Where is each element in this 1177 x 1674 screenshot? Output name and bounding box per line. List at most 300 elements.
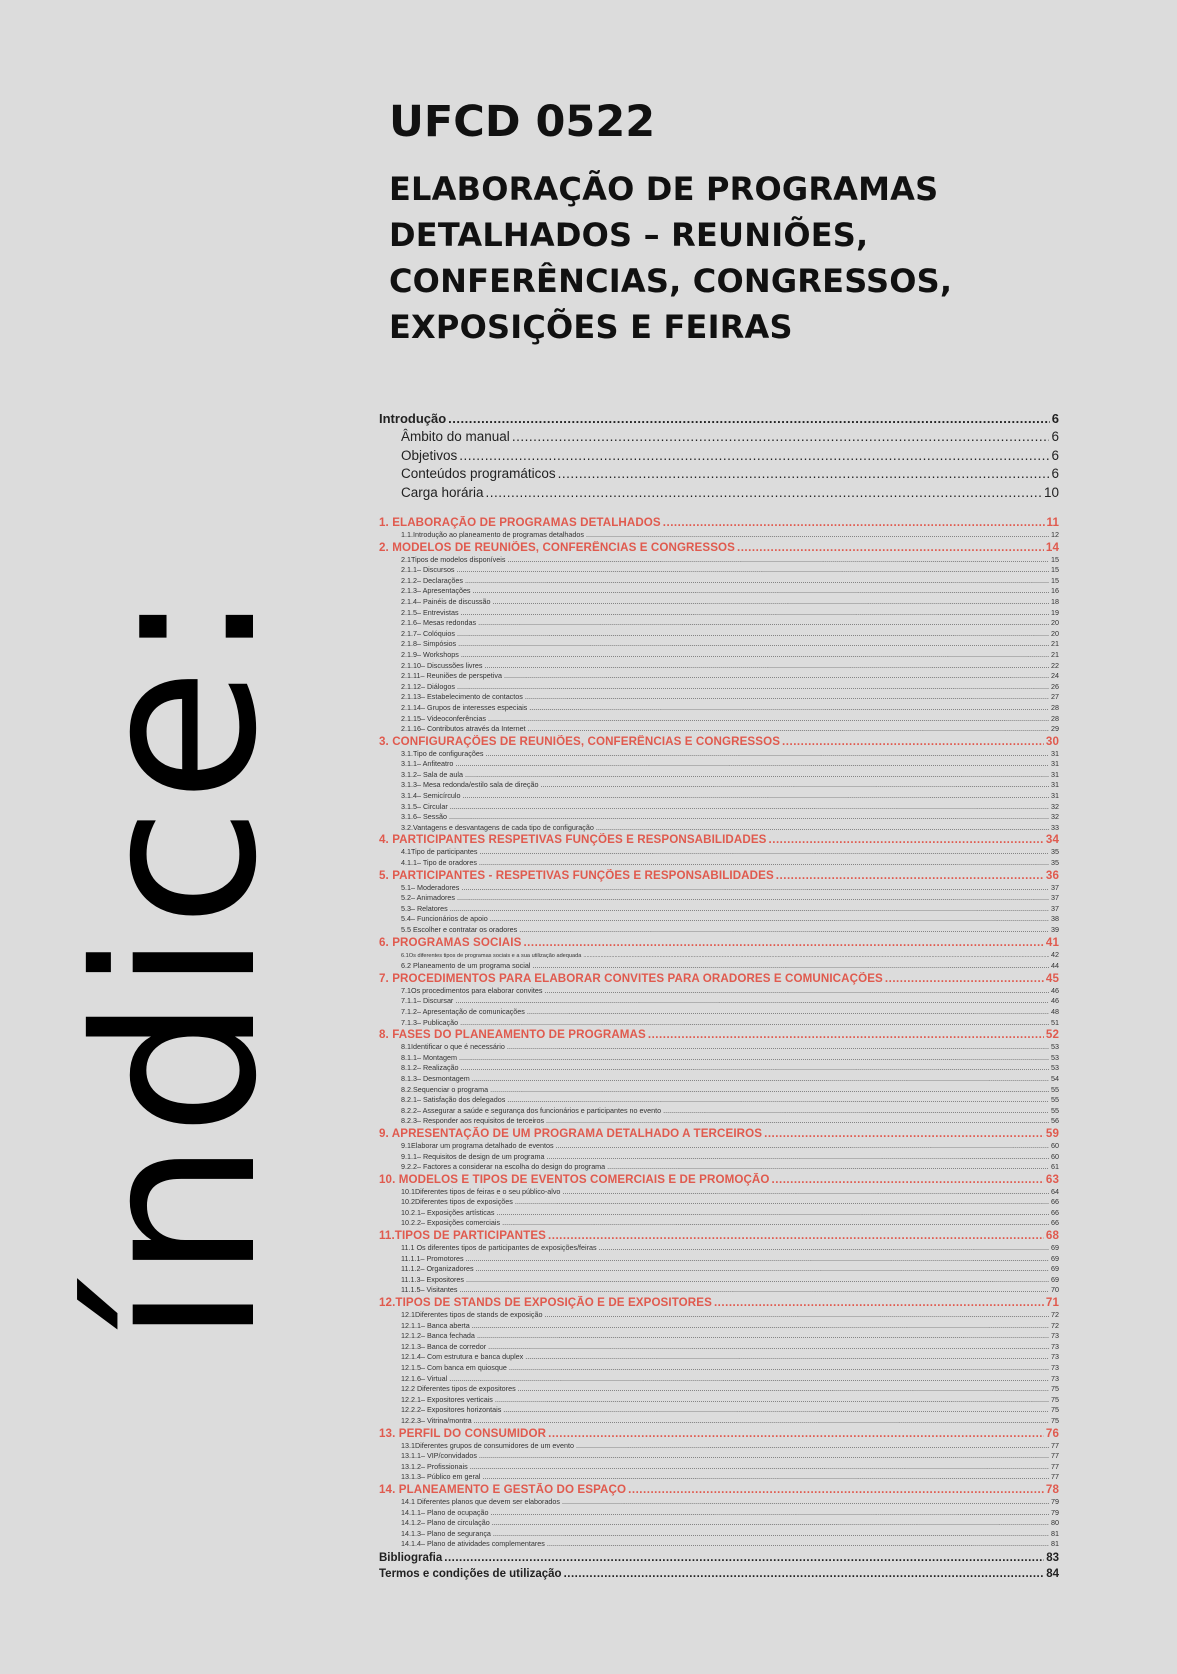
toc-chapter-entry[interactable] — [379, 1229, 1059, 1243]
toc-sub-entry[interactable] — [379, 1007, 1059, 1018]
toc-page-number: 75 — [1051, 1405, 1059, 1415]
toc-page-number: 84 — [1046, 1567, 1059, 1580]
toc-dot-leader — [502, 1218, 1049, 1229]
toc-dot-leader — [527, 1007, 1049, 1018]
toc-dot-leader — [485, 749, 1049, 760]
toc-sub-entry[interactable] — [379, 1208, 1059, 1219]
toc-sub-entry[interactable] — [379, 812, 1059, 823]
toc-entry-label: 6. PROGRAMAS SOCIAIS — [379, 935, 522, 949]
toc-entry-label: 9.1.1– Requisitos de design de um programa — [401, 1151, 545, 1161]
toc-dot-leader — [558, 465, 1050, 484]
toc-entry-label: 2.1.7– Colóquios — [401, 628, 455, 638]
toc-entry-label: 5. PARTICIPANTES - RESPETIVAS FUNÇÕES E RESPONSABILIDADES — [379, 868, 774, 882]
toc-sub-entry[interactable] — [379, 904, 1059, 915]
toc-sub-entry[interactable] — [379, 692, 1059, 703]
toc-page-number: 66 — [1051, 1207, 1059, 1217]
toc-dot-leader — [461, 1063, 1049, 1074]
toc-entry-label: 13.1.3– Público em geral — [401, 1472, 481, 1482]
toc-sub-entry[interactable] — [379, 714, 1059, 725]
toc-chapter-entry[interactable] — [379, 1028, 1059, 1042]
toc-entry-label: 2.1.2– Declarações — [401, 575, 463, 585]
toc-sub-entry[interactable] — [379, 1441, 1059, 1452]
toc-sub-entry[interactable] — [379, 1018, 1059, 1029]
toc-page-number: 21 — [1051, 639, 1059, 649]
toc-sub-entry[interactable] — [379, 1162, 1059, 1173]
title-block — [389, 92, 1089, 350]
toc-dot-leader — [479, 858, 1049, 869]
toc-page-number: 29 — [1051, 724, 1059, 734]
toc-dot-leader — [663, 1106, 1049, 1117]
toc-chapter-entry[interactable] — [379, 735, 1059, 749]
toc-sub-entry[interactable] — [379, 1331, 1059, 1342]
toc-sub-entry[interactable] — [379, 986, 1059, 997]
toc-sub-entry[interactable] — [379, 1342, 1059, 1353]
toc-sub-entry[interactable] — [379, 1116, 1059, 1127]
toc-sub-entry[interactable] — [379, 1095, 1059, 1106]
toc-entry-label: 3.1.5– Circular — [401, 801, 448, 811]
toc-page-number: 31 — [1051, 759, 1059, 769]
toc-spacer — [379, 502, 1059, 516]
toc-dot-leader — [586, 530, 1049, 541]
toc-entry-label: 14.1 Diferentes planos que devem ser elaborados — [401, 1496, 561, 1506]
toc-page-number: 16 — [1051, 586, 1059, 596]
toc-page-number: 44 — [1051, 961, 1059, 971]
toc-entry-label: 3.1.1– Anfiteatro — [401, 759, 454, 769]
toc-entry-label: 8. FASES DO PLANEAMENTO DE PROGRAMAS — [379, 1028, 646, 1042]
toc-dot-leader — [461, 883, 1049, 894]
toc-page-number: 46 — [1051, 996, 1059, 1006]
course-code: UFCD 0522 — [389, 97, 656, 147]
toc-sub-entry[interactable] — [379, 1254, 1059, 1265]
toc-entry-label: 10.2.1– Exposições artísticas — [401, 1207, 495, 1217]
toc-page-number: 53 — [1051, 1042, 1059, 1052]
toc-page-number: 21 — [1051, 649, 1059, 659]
toc-sub-entry[interactable] — [379, 1152, 1059, 1163]
toc-sub-entry[interactable] — [379, 1042, 1059, 1053]
toc-dot-leader — [776, 869, 1044, 883]
toc-sub-entry[interactable] — [379, 1106, 1059, 1117]
toc-dot-leader — [507, 1095, 1049, 1106]
toc-dot-leader — [470, 1462, 1049, 1473]
toc-dot-leader — [486, 484, 1042, 503]
toc-entry-label: 13.1Diferentes grupos de consumidores de um evento — [401, 1440, 575, 1450]
toc-dot-leader — [782, 735, 1044, 749]
toc-entry-label: Introdução — [379, 411, 447, 426]
toc-entry-label: 7.1.3– Publicação — [401, 1017, 459, 1027]
toc-entry-label: 12.1.5– Com banca em quiosque — [401, 1363, 507, 1372]
toc-sub-entry[interactable] — [379, 961, 1059, 972]
toc-page-number: 31 — [1051, 748, 1059, 758]
toc-page-number: 73 — [1051, 1352, 1059, 1362]
toc-sub-entry[interactable] — [379, 749, 1059, 760]
toc-dot-leader — [532, 961, 1049, 972]
toc-dot-leader — [473, 586, 1049, 597]
toc-entry-label: 3.1.6– Sessão — [401, 812, 447, 822]
toc-page-number: 26 — [1051, 681, 1059, 691]
toc-sub-entry[interactable] — [379, 1063, 1059, 1074]
toc-page-number: 72 — [1051, 1320, 1059, 1330]
toc-dot-leader — [599, 1243, 1049, 1254]
toc-dot-leader — [478, 618, 1049, 629]
toc-dot-leader — [449, 1374, 1049, 1385]
toc-sub-entry[interactable] — [379, 1264, 1059, 1275]
toc-entry-label: 13. PERFIL DO CONSUMIDOR — [379, 1426, 547, 1440]
toc-entry-label: 2.1.9– Workshops — [401, 649, 459, 659]
toc-chapter-entry[interactable] — [379, 1127, 1059, 1141]
toc-entry-label: 7.1.2– Apresentação de comunicações — [401, 1006, 525, 1016]
toc-sub-entry[interactable] — [379, 925, 1059, 936]
toc-page-number: 35 — [1051, 847, 1059, 857]
toc-page-number: 45 — [1045, 971, 1059, 985]
toc-entry-label: 3. CONFIGURAÇÕES DE REUNIÕES, CONFERÊNCIAS E CONGRESSOS — [379, 734, 781, 748]
toc-sub-entry[interactable] — [379, 1508, 1059, 1519]
toc-entry-label: 10.1Diferentes tipos de feiras e o seu público-alvo — [401, 1186, 561, 1196]
toc-sub-entry[interactable] — [379, 618, 1059, 629]
toc-entry-label: 9. APRESENTAÇÃO DE UM PROGRAMA DETALHADO A TERCEIROS — [379, 1126, 763, 1140]
toc-page-number: 81 — [1051, 1528, 1059, 1538]
toc-entry-label: 9.1Elaborar um programa detalhado de eventos — [401, 1140, 554, 1150]
toc-dot-leader — [562, 1187, 1049, 1198]
toc-dot-leader — [769, 833, 1044, 847]
toc-sub-entry[interactable] — [379, 671, 1059, 682]
toc-entry-label: 6.1Os diferentes tipos de programas sociais e a sua utilização adequada — [401, 952, 582, 959]
toc-dot-leader — [457, 629, 1049, 640]
toc-entry-label: Âmbito do manual — [401, 429, 510, 444]
toc-dot-leader — [544, 986, 1049, 997]
toc-page-number: 14 — [1045, 540, 1059, 554]
toc-entry-label: 3.1.3– Mesa redonda/estilo sala de direção — [401, 780, 539, 790]
toc-page-number: 73 — [1051, 1363, 1059, 1372]
toc-sub-entry[interactable] — [379, 823, 1059, 834]
toc-chapter-entry[interactable] — [379, 1427, 1059, 1441]
toc-page-number: 32 — [1051, 812, 1059, 822]
toc-intro-sub-entry[interactable] — [379, 428, 1059, 447]
toc-chapter-entry[interactable] — [379, 869, 1059, 883]
toc-tail-entry[interactable] — [379, 1550, 1059, 1566]
toc-entry-label: 8.1.1– Montagem — [401, 1052, 457, 1062]
toc-entry-label: 12.1.3– Banca de corredor — [401, 1341, 487, 1351]
toc-sub-entry[interactable] — [379, 791, 1059, 802]
toc-dot-leader — [455, 759, 1049, 770]
toc-sub-entry[interactable] — [379, 597, 1059, 608]
toc-sub-entry[interactable] — [379, 893, 1059, 904]
toc-entry-label: 14.1.3– Plano de segurança — [401, 1528, 491, 1538]
toc-sub-entry[interactable] — [379, 639, 1059, 650]
toc-dot-leader — [772, 1173, 1044, 1187]
toc-page-number: 69 — [1051, 1253, 1059, 1263]
toc-page-number: 70 — [1051, 1285, 1059, 1295]
toc-sub-entry[interactable] — [379, 1275, 1059, 1286]
toc-sub-entry[interactable] — [379, 1243, 1059, 1254]
toc-entry-label: 2.1.3– Apresentações — [401, 586, 471, 596]
toc-sub-entry[interactable] — [379, 682, 1059, 693]
toc-sub-entry[interactable] — [379, 1141, 1059, 1152]
toc-dot-leader — [472, 1074, 1049, 1085]
toc-page-number: 20 — [1051, 628, 1059, 638]
toc-sub-entry[interactable] — [379, 1085, 1059, 1096]
toc-chapter-entry[interactable] — [379, 1173, 1059, 1187]
toc-sub-entry[interactable] — [379, 1416, 1059, 1427]
toc-page-number: 77 — [1051, 1440, 1059, 1450]
toc-sub-entry[interactable] — [379, 1405, 1059, 1416]
toc-intro-sub-entry[interactable] — [379, 447, 1059, 466]
toc-dot-leader — [483, 1472, 1049, 1483]
toc-sub-entry[interactable] — [379, 661, 1059, 672]
toc-sub-entry[interactable] — [379, 555, 1059, 566]
toc-dot-leader — [628, 1483, 1044, 1497]
toc-sub-entry[interactable] — [379, 608, 1059, 619]
toc-sub-entry[interactable] — [379, 1529, 1059, 1540]
toc-entry-label: 8.2.Sequenciar o programa — [401, 1084, 489, 1094]
toc-tail-entry[interactable] — [379, 1566, 1059, 1582]
toc-page-number: 20 — [1051, 618, 1059, 628]
toc-sub-entry[interactable] — [379, 1363, 1059, 1374]
toc-page-number: 30 — [1045, 734, 1059, 748]
toc-dot-leader — [485, 661, 1050, 672]
toc-entry-label: 4. PARTICIPANTES RESPETIVAS FUNÇÕES E RESPONSABILIDADES — [379, 833, 767, 847]
toc-sub-entry[interactable] — [379, 1451, 1059, 1462]
toc-page-number: 55 — [1051, 1095, 1059, 1105]
toc-dot-leader — [663, 516, 1045, 530]
toc-dot-leader — [488, 1342, 1049, 1353]
toc-sub-entry[interactable] — [379, 847, 1059, 858]
toc-dot-leader — [607, 1162, 1049, 1173]
toc-dot-leader — [556, 1141, 1049, 1152]
toc-sub-entry[interactable] — [379, 724, 1059, 735]
toc-entry-label: Conteúdos programáticos — [401, 466, 556, 481]
toc-entry-label: 11.1 Os diferentes tipos de participantes de exposições/feiras — [401, 1243, 597, 1253]
toc-dot-leader — [476, 1264, 1049, 1275]
toc-dot-leader — [465, 770, 1049, 781]
toc-dot-leader — [459, 447, 1049, 466]
toc-intro-sub-entry[interactable] — [379, 465, 1059, 484]
toc-page-number: 35 — [1051, 858, 1059, 868]
toc-dot-leader — [490, 914, 1049, 925]
toc-page-number: 80 — [1051, 1518, 1059, 1528]
toc-page-number: 59 — [1045, 1126, 1059, 1140]
toc-chapter-entry[interactable] — [379, 1296, 1059, 1310]
toc-page-number: 52 — [1045, 1028, 1059, 1042]
toc-sub-entry[interactable] — [379, 759, 1059, 770]
toc-page-number: 81 — [1051, 1539, 1059, 1549]
toc-sub-entry[interactable] — [379, 530, 1059, 541]
toc-sub-entry[interactable] — [379, 1472, 1059, 1483]
toc-sub-entry[interactable] — [379, 1218, 1059, 1229]
toc-dot-leader — [503, 1405, 1049, 1416]
toc-page-number: 51 — [1051, 1017, 1059, 1027]
toc-sub-entry[interactable] — [379, 1285, 1059, 1296]
toc-sub-entry[interactable] — [379, 1539, 1059, 1550]
toc-entry-label: 12.1Diferentes tipos de stands de exposição — [401, 1310, 543, 1320]
toc-dot-leader — [457, 682, 1049, 693]
course-title-line: DETALHADOS – REUNIÕES, — [389, 216, 869, 254]
toc-dot-leader — [466, 1275, 1049, 1286]
toc-page-number: 60 — [1051, 1140, 1059, 1150]
toc-entry-label: 8.2.1– Satisfação dos delegados — [401, 1095, 506, 1105]
toc-sub-entry[interactable] — [379, 586, 1059, 597]
toc-entry-label: Objetivos — [401, 447, 458, 463]
toc-dot-leader — [461, 608, 1049, 619]
toc-dot-leader — [450, 904, 1049, 915]
toc-sub-entry[interactable] — [379, 780, 1059, 791]
toc-page-number: 19 — [1051, 607, 1059, 617]
toc-page-number: 83 — [1046, 1551, 1059, 1564]
toc-dot-leader — [737, 541, 1044, 555]
toc-page-number: 69 — [1051, 1264, 1059, 1274]
toc-sub-entry[interactable] — [379, 1374, 1059, 1385]
side-index-title: índice: — [49, 585, 305, 1345]
toc-sub-entry[interactable] — [379, 1462, 1059, 1473]
toc-sub-entry[interactable] — [379, 1187, 1059, 1198]
toc-dot-leader — [519, 925, 1049, 936]
toc-sub-entry[interactable] — [379, 1321, 1059, 1332]
toc-page-number: 53 — [1051, 1063, 1059, 1073]
toc-entry-label: 2. MODELOS DE REUNIÕES, CONFERÊNCIAS E CONGRESSOS — [379, 540, 735, 554]
toc-page-number: 37 — [1051, 893, 1059, 903]
toc-sub-entry[interactable] — [379, 1518, 1059, 1529]
toc-sub-entry[interactable] — [379, 1384, 1059, 1395]
toc-intro-sub-entry[interactable] — [379, 484, 1059, 503]
toc-entry-label: 2.1Tipos de modelos disponíveis — [401, 554, 506, 564]
toc-entry-label: Bibliografia — [379, 1551, 443, 1564]
toc-page-number: 69 — [1051, 1274, 1059, 1284]
toc-page-number: 37 — [1051, 882, 1059, 892]
course-title-line: ELABORAÇÃO DE PROGRAMAS — [389, 170, 939, 208]
toc-dot-leader — [512, 428, 1050, 447]
course-title — [389, 166, 1089, 350]
toc-sub-entry[interactable] — [379, 1395, 1059, 1406]
toc-dot-leader — [515, 1197, 1049, 1208]
toc-page-number: 46 — [1051, 985, 1059, 995]
toc-page-number: 55 — [1051, 1105, 1059, 1115]
toc-page-number: 55 — [1051, 1084, 1059, 1094]
toc-page-number: 12 — [1051, 530, 1059, 539]
toc-dot-leader — [507, 555, 1049, 566]
toc-entry-label: Carga horária — [401, 484, 484, 500]
toc-sub-entry[interactable] — [379, 883, 1059, 894]
toc-page-number: 11 — [1046, 516, 1059, 529]
toc-page-number: 60 — [1051, 1151, 1059, 1161]
toc-entry-label: 3.1.4– Semicírculo — [401, 791, 461, 801]
toc-dot-leader — [459, 1053, 1049, 1064]
toc-sub-entry[interactable] — [379, 950, 1059, 962]
toc-entry-label: 12.2.2– Expositores horizontais — [401, 1405, 502, 1415]
toc-entry-label: 3.2.Vantagens e desvantagens de cada tipo de configuração — [401, 822, 594, 832]
toc-sub-entry[interactable] — [379, 629, 1059, 640]
toc-dot-leader — [493, 597, 1049, 608]
toc-entry-label: 12.1.2– Banca fechada — [401, 1331, 475, 1341]
toc-chapter-entry[interactable] — [379, 833, 1059, 847]
toc-dot-leader — [648, 1028, 1044, 1042]
toc-dot-leader — [458, 639, 1049, 650]
toc-sub-entry[interactable] — [379, 858, 1059, 869]
toc-dot-leader — [548, 1427, 1044, 1441]
toc-page-number: 32 — [1051, 801, 1059, 811]
toc-sub-entry[interactable] — [379, 1074, 1059, 1085]
toc-sub-entry[interactable] — [379, 996, 1059, 1007]
toc-dot-leader — [547, 1539, 1049, 1550]
toc-page-number: 6 — [1051, 429, 1059, 444]
toc-dot-leader — [562, 1497, 1049, 1508]
toc-sub-entry[interactable] — [379, 770, 1059, 781]
toc-dot-leader — [518, 1384, 1049, 1395]
toc-page-number: 15 — [1051, 554, 1059, 564]
toc-page-number: 36 — [1045, 868, 1059, 882]
toc-sub-entry[interactable] — [379, 914, 1059, 925]
toc-dot-leader — [885, 972, 1044, 986]
toc-page-number: 6 — [1051, 466, 1059, 481]
toc-dot-leader — [528, 724, 1049, 735]
toc-entry-label: 12.1.4– Com estrutura e banca duplex — [401, 1352, 524, 1362]
toc-entry-label: Termos e condições de utilização — [379, 1567, 562, 1580]
toc-sub-entry[interactable] — [379, 1497, 1059, 1508]
toc-entry-label: 2.1.1– Discursos — [401, 565, 455, 575]
toc-entry-label: 9.2.2– Factores a considerar na escolha do design do programa — [401, 1162, 606, 1172]
toc-entry-label: 5.4– Funcionários de apoio — [401, 914, 488, 924]
toc-sub-entry[interactable] — [379, 802, 1059, 813]
toc-dot-leader — [714, 1296, 1044, 1310]
toc-dot-leader — [548, 1229, 1044, 1243]
toc-chapter-entry[interactable] — [379, 1483, 1059, 1497]
toc-entry-label: 8.2.3– Responder aos requisitos de terceiros — [401, 1116, 545, 1126]
toc-page-number: 66 — [1051, 1218, 1059, 1228]
toc-dot-leader — [525, 692, 1049, 703]
toc-page-number: 10 — [1043, 484, 1059, 500]
toc-sub-entry[interactable] — [379, 650, 1059, 661]
toc-entry-label: 5.5 Escolher e contratar os oradores — [401, 925, 518, 934]
toc-page-number: 24 — [1051, 671, 1059, 681]
toc-page-number: 31 — [1051, 791, 1059, 801]
toc-sub-entry[interactable] — [379, 1310, 1059, 1321]
toc-page-number: 34 — [1045, 833, 1059, 847]
toc-entry-label: 12.2.3– Vitrina/montra — [401, 1415, 472, 1425]
toc-dot-leader — [523, 936, 1043, 950]
toc-chapter-entry[interactable] — [379, 541, 1059, 555]
toc-chapter-entry[interactable] — [379, 516, 1059, 530]
toc-dot-leader — [477, 1331, 1049, 1342]
toc-sub-entry[interactable] — [379, 1197, 1059, 1208]
toc-page-number: 48 — [1051, 1006, 1059, 1016]
toc-dot-leader — [764, 1127, 1044, 1141]
toc-sub-entry[interactable] — [379, 703, 1059, 714]
toc-page-number: 15 — [1051, 575, 1059, 585]
toc-entry-label: 14. PLANEAMENTO E GESTÃO DO ESPAÇO — [379, 1482, 627, 1496]
toc-dot-leader — [461, 650, 1049, 661]
toc-sub-entry[interactable] — [379, 576, 1059, 587]
toc-entry-label: 2.1.5– Entrevistas — [401, 607, 459, 617]
toc-entry-label: 12.TIPOS DE STANDS DE EXPOSIÇÃO E DE EXPOSITORES — [379, 1296, 712, 1310]
toc-chapter-entry[interactable] — [379, 936, 1059, 950]
toc-sub-entry[interactable] — [379, 565, 1059, 576]
toc-entry-label: 11.1.2– Organizadores — [401, 1264, 474, 1274]
toc-entry-label: 2.1.12– Diálogos — [401, 681, 455, 691]
toc-entry-label: 3.1.2– Sala de aula — [401, 769, 463, 779]
toc-page-number: 6 — [1051, 447, 1059, 463]
toc-entry-label: 5.1– Moderadores — [401, 882, 460, 892]
toc-page-number: 79 — [1051, 1496, 1059, 1506]
toc-dot-leader — [544, 1310, 1049, 1321]
toc-dot-leader — [504, 671, 1049, 682]
toc-dot-leader — [472, 1321, 1049, 1332]
toc-sub-entry[interactable] — [379, 1352, 1059, 1363]
toc-chapter-entry[interactable] — [379, 972, 1059, 986]
toc-page-number: 66 — [1051, 1197, 1059, 1207]
toc-dot-leader — [495, 1395, 1049, 1406]
toc-dot-leader — [448, 410, 1050, 428]
toc-entry-label: 13.1.2– Profissionais — [401, 1461, 468, 1471]
toc-intro-entry[interactable] — [379, 410, 1059, 428]
toc-sub-entry[interactable] — [379, 1053, 1059, 1064]
